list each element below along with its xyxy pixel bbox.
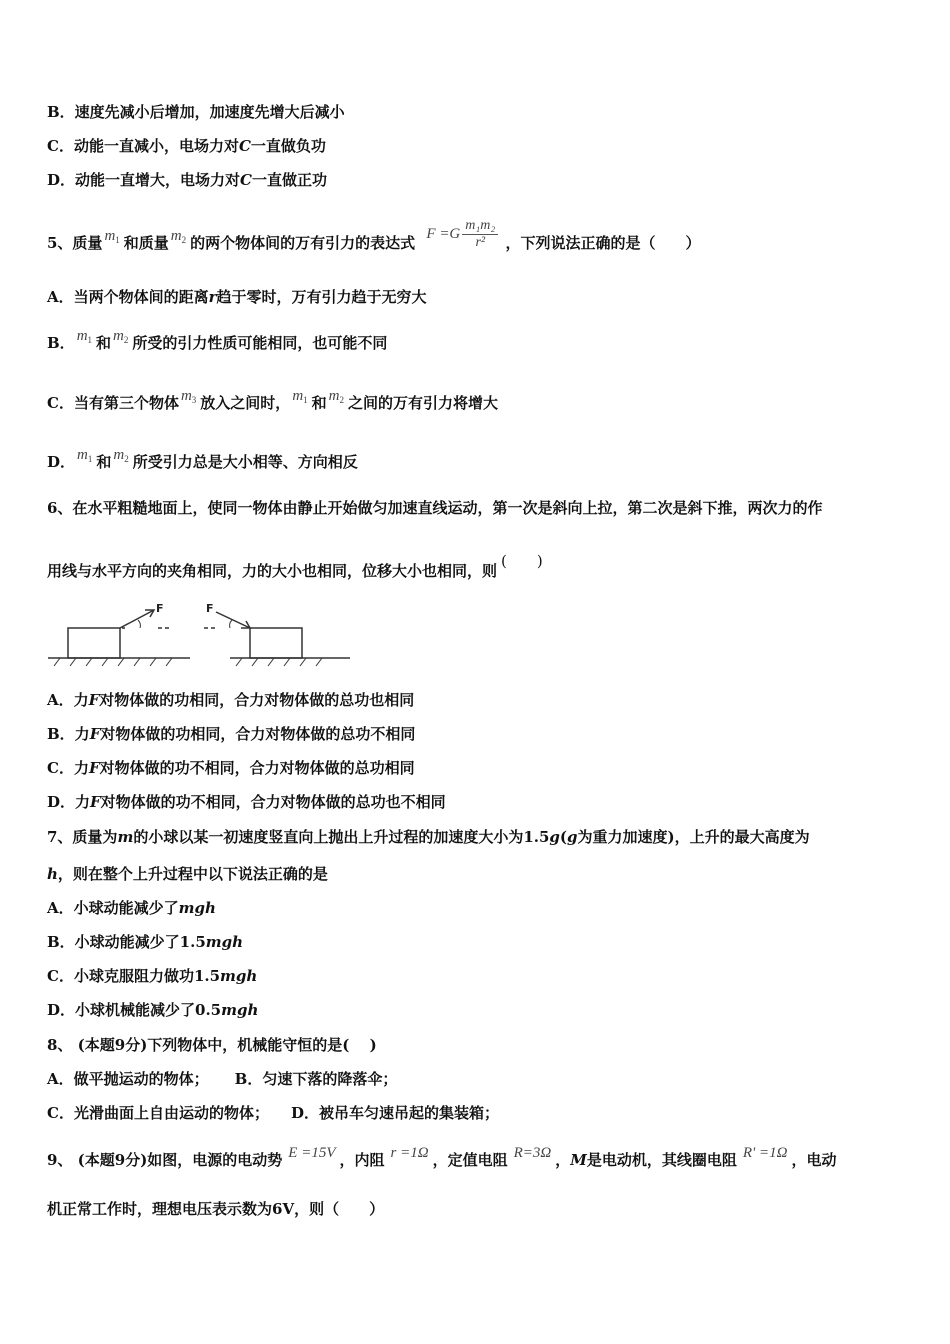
q8-stem: 8、 (本题9分)下列物体中，机械能守恒的是( ) bbox=[47, 1036, 377, 1054]
q5-option-c: C．当有第三个物体 $m_3$ 放入之间时， $m_1$ 和 $m_2$ 之间的万有引力将增大 bbox=[47, 388, 499, 412]
emf-value: E =15V bbox=[288, 1145, 336, 1161]
q4-option-c: C．动能一直减小，电场力对C一直做负功 bbox=[47, 137, 326, 155]
internal-resistance: r =1Ω bbox=[390, 1145, 429, 1161]
q7-stem-line1: 7、质量为m的小球以某一初速度竖直向上抛出上升过程的加速度大小为1.5g(g为重力加速度)，上升的最大高度为 bbox=[47, 828, 810, 846]
q6-option-c: C．力F对物体做的功不相同，合力对物体做的总功相同 bbox=[47, 759, 415, 777]
fig-force-label-1: F bbox=[156, 602, 164, 615]
q6-option-b: B．力F对物体做的功相同，合力对物体做的总功不相同 bbox=[47, 725, 416, 743]
q6-stem-line2: 用线与水平方向的夹角相同，力的大小也相同，位移大小也相同，则( ) bbox=[47, 552, 543, 580]
q5-option-a: A．当两个物体间的距离r趋于零时，万有引力趋于无穷大 bbox=[47, 288, 427, 306]
q5-option-b: B． $m_1$ 和 $m_2$ 所受的引力性质可能相同，也可能不同 bbox=[47, 328, 388, 352]
q7-option-d: D．小球机械能减少了0.5mgh bbox=[47, 1001, 259, 1019]
q4-option-b: B．速度先减小后增加，加速度先增大后减小 bbox=[47, 103, 345, 121]
q7-stem-line2: h，则在整个上升过程中以下说法正确的是 bbox=[47, 865, 328, 883]
motor-coil-resistance: R' =1Ω bbox=[742, 1145, 788, 1161]
q7-option-c: C．小球克服阻力做功1.5mgh bbox=[47, 967, 258, 985]
q9-stem-line1: 9、 (本题9分)如图，电源的电动势 E =15V ，内阻 r =1Ω ，定值电阻 R=3Ω ，M是电动机，其线圈电阻 R' =1Ω ，电动 bbox=[47, 1145, 837, 1169]
q8-options-ab: A．做平抛运动的物体； B．匀速下落的降落伞； bbox=[47, 1070, 398, 1088]
q6-option-a: A．力F对物体做的功相同，合力对物体做的总功也相同 bbox=[47, 691, 415, 709]
q5-stem: 5、质量 $m_1$ 和质量 $m_2$ 的两个物体间的万有引力的表达式 F =G $\frac{\text{m₁m₂}}{\text{r²}}$ ，下列说法正确的是（ ） bbox=[47, 218, 701, 252]
fixed-resistor: R=3Ω bbox=[513, 1145, 552, 1161]
q8-options-cd: C．光滑曲面上自由运动的物体； D．被吊车匀速吊起的集装箱； bbox=[47, 1104, 499, 1122]
q6-stem-line1: 6、在水平粗糙地面上，使同一物体由静止开始做匀加速直线运动，第一次是斜向上拉，第二次是斜下推，两次力的作 bbox=[47, 499, 823, 517]
q6-force-diagram bbox=[40, 598, 360, 670]
q7-option-b: B．小球动能减少了1.5mgh bbox=[47, 933, 244, 951]
m1-symbol: $m_1$ bbox=[104, 227, 120, 245]
gravity-formula: F =G $\frac{\text{m₁m₂}}{\text{r²}}$ bbox=[426, 226, 500, 242]
q4-option-d: D．动能一直增大，电场力对C一直做正功 bbox=[47, 171, 327, 189]
m2-symbol: $m_2$ bbox=[170, 227, 187, 245]
q6-option-d: D．力F对物体做的功不相同，合力对物体做的总功也不相同 bbox=[47, 793, 446, 811]
q9-stem-line2: 机正常工作时，理想电压表示数为6V，则（ ） bbox=[47, 1200, 385, 1218]
fig-force-label-2: F bbox=[206, 602, 214, 615]
q5-option-d: D． $m_1$ 和 $m_2$ 所受引力总是大小相等、方向相反 bbox=[47, 447, 358, 471]
q7-option-a: A．小球动能减少了mgh bbox=[47, 899, 216, 917]
